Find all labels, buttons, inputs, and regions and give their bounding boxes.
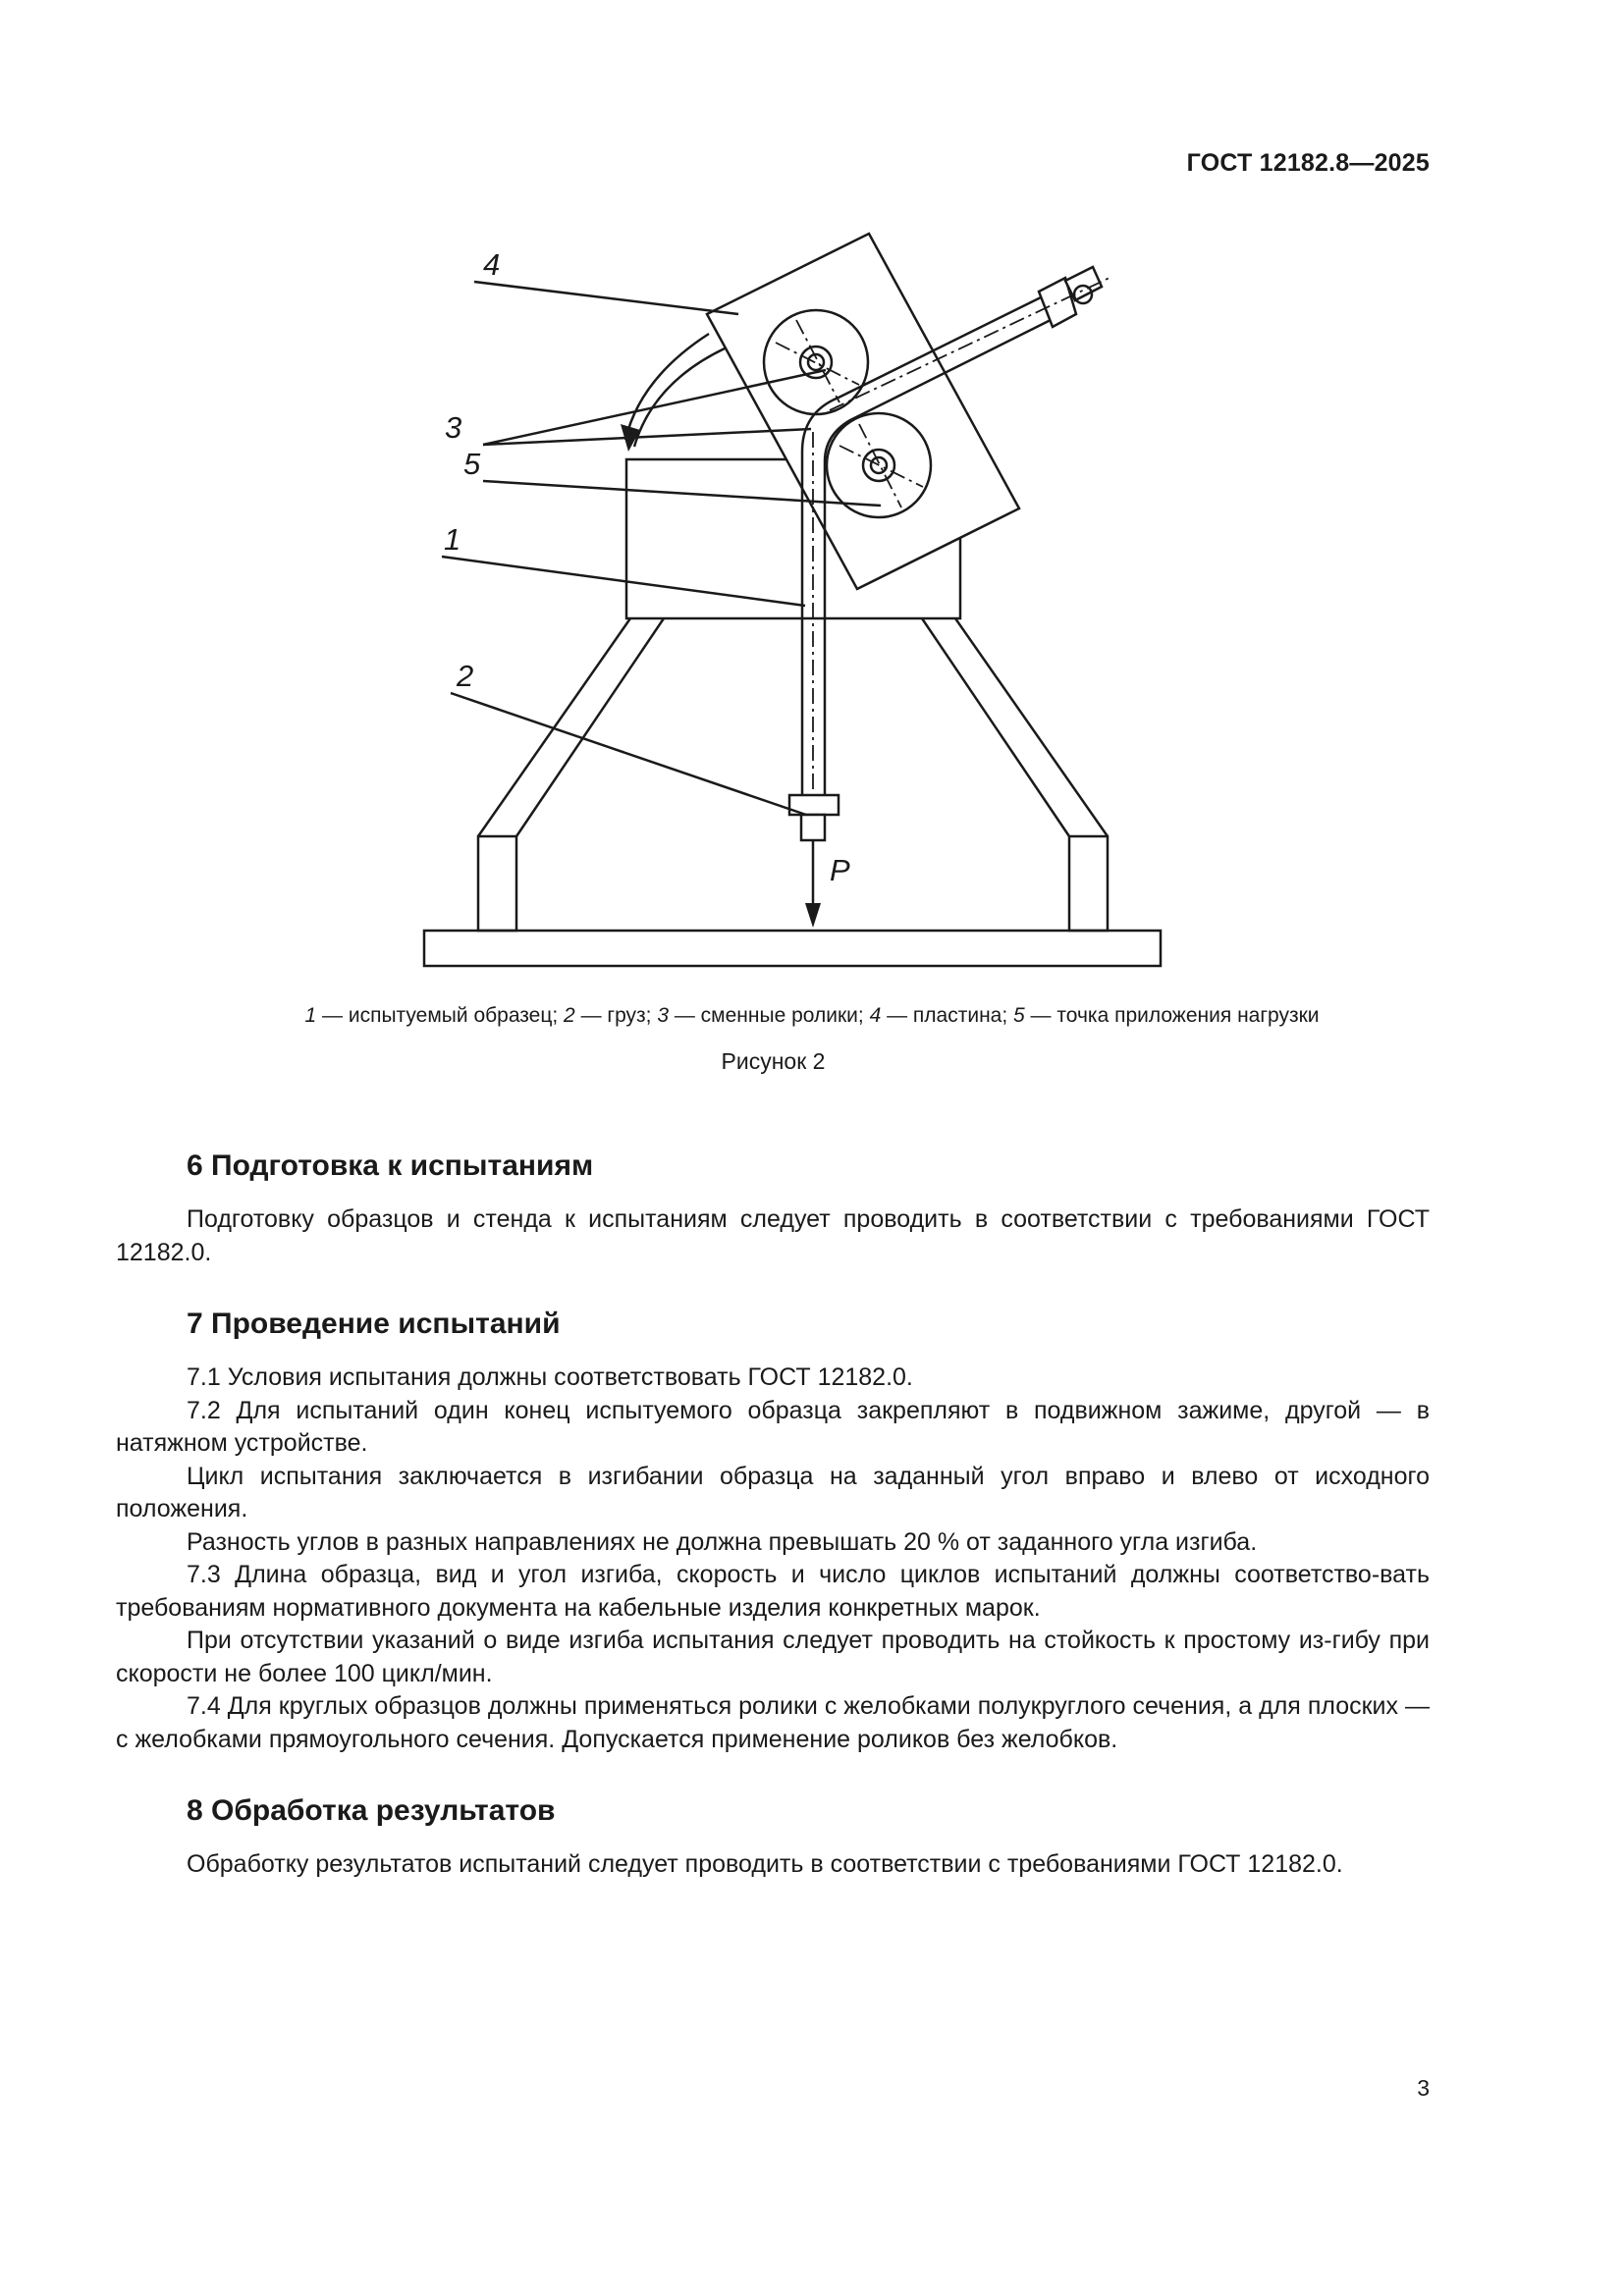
plate — [707, 234, 1019, 589]
paragraph: 7.3 Длина образца, вид и угол изгиба, скорость и число циклов испытаний должны соответство-вать требованиям нормативного документа на кабельные изделия конкретных марок. — [116, 1561, 1430, 1622]
paragraph: 7.1 Условия испытания должны соответствовать ГОСТ 12182.0. — [187, 1363, 913, 1391]
label-4: 4 — [483, 247, 501, 282]
section-7 — [116, 1305, 1430, 1756]
left-leg-foot — [478, 836, 516, 931]
label-2: 2 — [457, 659, 474, 693]
figure-caption: Рисунок 2 — [721, 1048, 826, 1074]
label-3: 3 — [445, 410, 462, 445]
left-leg — [478, 618, 664, 836]
document-code-header: ГОСТ 12182.8—2025 — [1186, 149, 1430, 177]
paragraph: При отсутствии указаний о виде изгиба испытания следует проводить на стойкость к простому из-гибу при скорости не более 100 цикл/мин. — [116, 1627, 1430, 1687]
section-heading: 6 Подготовка к испытаниям — [187, 1149, 594, 1182]
label-1: 1 — [444, 522, 461, 557]
paragraph: Разность углов в разных направлениях не должна превышать 20 % от заданного угла изгиба. — [187, 1527, 1258, 1556]
figure-legend: 1 — испытуемый образец; 2 — груз; 3 — сменные ролики; 4 — пластина; 5 — точка приложения нагрузки — [304, 1004, 1320, 1027]
paragraph: 7.4 Для круглых образцов должны применяться ролики с желобками полукруглого сечения, а для плоских — с желобками прямоугольного сечения. Допускается применение роликов без желобков. — [116, 1692, 1430, 1753]
section-heading: 7 Проведение испытаний — [187, 1308, 561, 1340]
document-body — [116, 1147, 1430, 1917]
page-number: 3 — [1417, 2075, 1430, 2101]
section-8 — [116, 1791, 1430, 1882]
paragraph: Подготовку образцов и стенда к испытаниям следует проводить в соответствии с требованиями ГОСТ 12182.0. — [116, 1205, 1430, 1266]
paragraph: Цикл испытания заключается в изгибании образца на заданный угол вправо и влево от исходного положения. — [116, 1462, 1430, 1522]
section-6 — [116, 1147, 1430, 1269]
bending-test-stand-figure — [0, 0, 1624, 991]
label-load: P — [830, 853, 850, 887]
rotation-arrow — [634, 348, 725, 447]
paragraph: Обработку результатов испытаний следует проводить в соответствии с требованиями ГОСТ 12182.0. — [187, 1850, 1343, 1878]
base-plate — [424, 931, 1161, 966]
paragraph: 7.2 Для испытаний один конец испытуемого образца закрепляют в подвижном зажиме, другой — в натяжном устройстве. — [116, 1396, 1430, 1457]
section-heading: 8 Обработка результатов — [187, 1794, 556, 1827]
right-leg-foot — [1069, 836, 1108, 931]
label-5: 5 — [463, 447, 481, 481]
right-leg — [922, 618, 1108, 836]
